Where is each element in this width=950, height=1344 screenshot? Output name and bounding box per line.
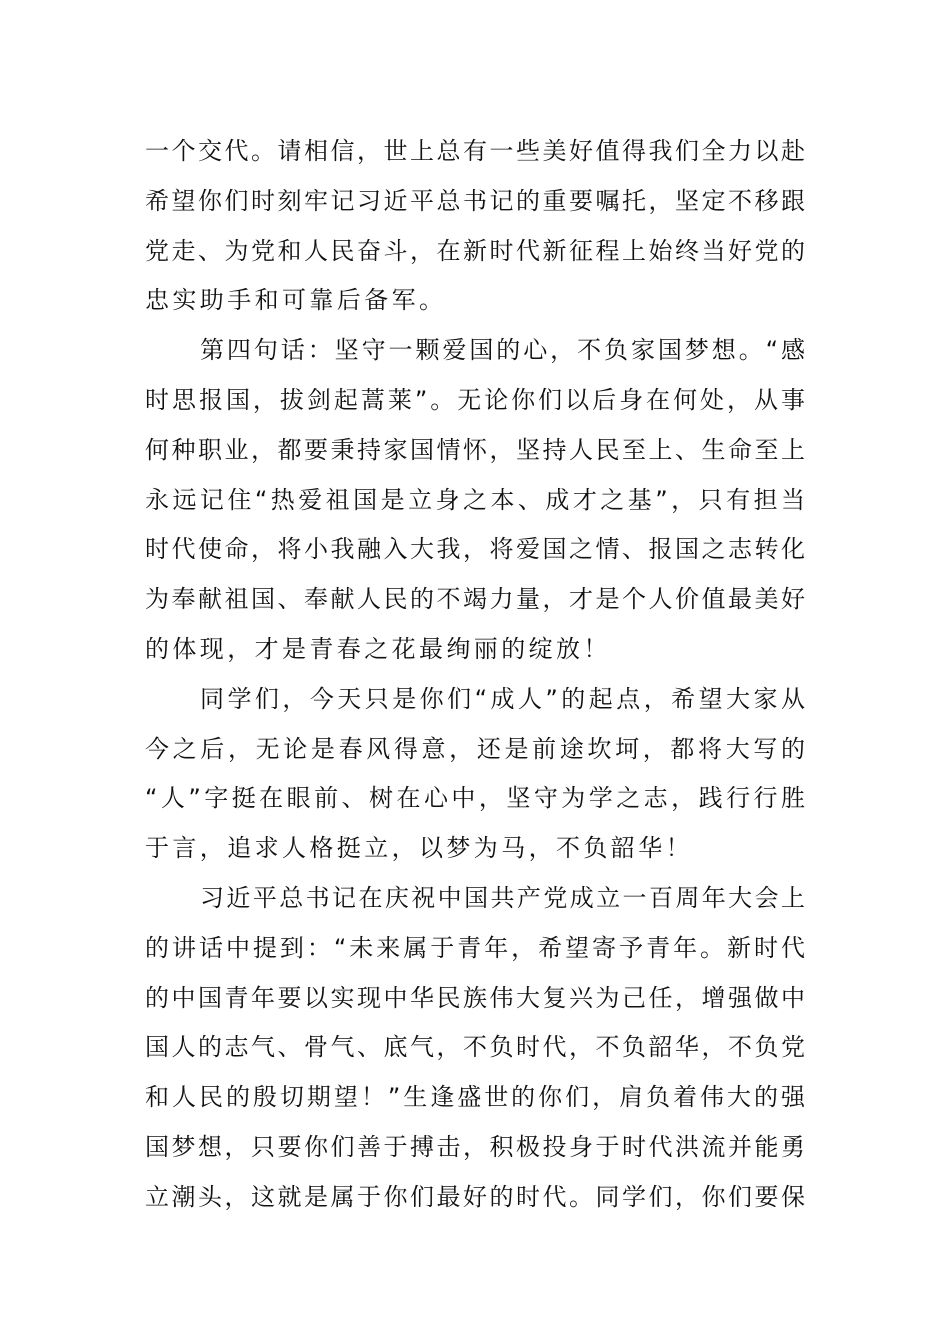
text-line: 国人的志气、骨气、底气，不负时代，不负韶华，不负党	[145, 1033, 805, 1062]
text-line: 国梦想，只要你们善于搏击，积极投身于时代洪流并能勇	[145, 1132, 805, 1161]
text-line: 习近平总书记在庆祝中国共产党成立一百周年大会上	[200, 883, 805, 912]
text-line: 的体现，才是青春之花最绚丽的绽放！	[145, 634, 611, 663]
text-line: 为奉献祖国、奉献人民的不竭力量，才是个人价值最美好	[145, 585, 805, 614]
text-line: 永远记住“热爱祖国是立身之本、成才之基”，只有担当	[145, 485, 805, 514]
text-line: 的中国青年要以实现中华民族伟大复兴为己任，增强做中	[145, 983, 805, 1012]
text-line: 第四句话：坚守一颗爱国的心，不负家国梦想。“感	[200, 336, 805, 365]
text-line: 希望你们时刻牢记习近平总书记的重要嘱托，坚定不移跟	[145, 186, 805, 215]
document-page	[145, 127, 805, 1223]
text-line: 和人民的殷切期望！”生逢盛世的你们，肩负着伟大的强	[145, 1083, 805, 1112]
text-line: 一个交代。请相信，世上总有一些美好值得我们全力以赴	[145, 137, 805, 165]
text-line: 于言，追求人格挺立，以梦为马，不负韶华！	[145, 834, 693, 863]
text-line: 时代使命，将小我融入大我，将爱国之情、报国之志转化	[145, 535, 805, 564]
text-line: “人”字挺在眼前、树在心中，坚守为学之志，践行行胜	[145, 784, 805, 813]
text-line: 党走、为党和人民奋斗，在新时代新征程上始终当好党的	[145, 236, 805, 265]
text-line: 忠实助手和可靠后备军。	[145, 286, 447, 315]
text-line: 时思报国，拔剑起蒿莱”。无论你们以后身在何处，从事	[145, 385, 805, 414]
text-line: 立潮头，这就是属于你们最好的时代。同学们，你们要保	[145, 1182, 805, 1211]
text-line: 今之后，无论是春风得意，还是前途坎坷，都将大写的	[145, 734, 805, 763]
text-line: 何种职业，都要秉持家国情怀，坚持人民至上、生命至上	[145, 435, 805, 464]
text-line: 的讲话中提到：“未来属于青年，希望寄予青年。新时代	[145, 933, 805, 962]
text-line: 同学们，今天只是你们“成人”的起点，希望大家从	[200, 684, 805, 713]
